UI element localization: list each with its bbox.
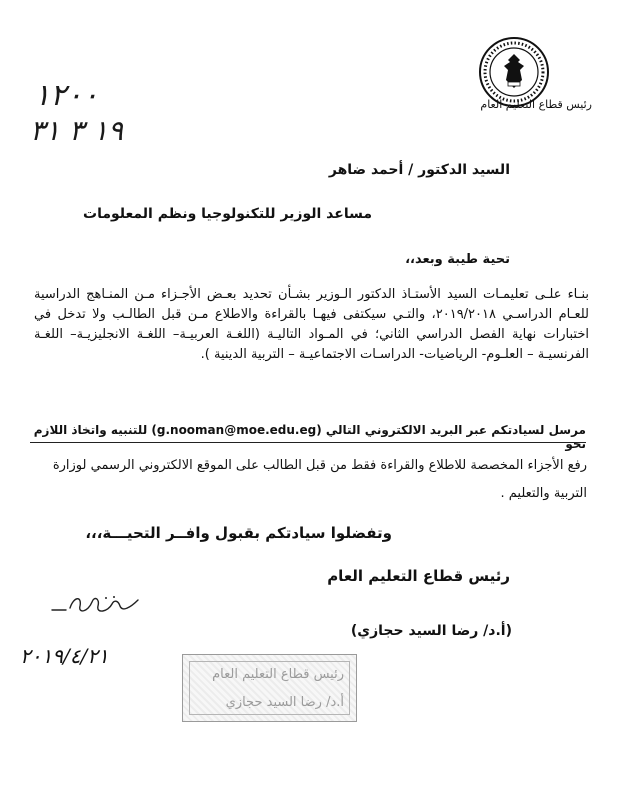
body-paragraph-1: بنـاء علـى تعليمـات السيد الأستـاذ الدكتور الـوزير بشـأن تحديد بعـض الأجـزاء مـن المنـاهج الدراسية للعـام الدراسـي ٢٠١٩/٢٠١٨، والتـي سيكتفى فيهـا بالقراءة والاطلاع مـن قبل الطالـب ولا تدخل في اختبارات نهاية الفصل الدراسي الثاني؛ في المـواد التاليـة (اللغـة العربيـة– اللغـة الانجليزيـة– اللغـة الفرنسيـة – العلـوم- الرياضيات- الدراسـات الاجتماعيـة – التربية الدينية ). — [34, 287, 589, 362]
greeting: تحية طيبة وبعد،، — [405, 252, 510, 267]
handwritten-reference-number: ١٢٠٠ — [34, 78, 99, 113]
official-stamp — [182, 654, 357, 722]
handwritten-date: ٢٠١٩/٤/٢١ — [20, 644, 109, 668]
addressee-title: مساعد الوزير للتكنولوجيا ونظم المعلومات — [83, 206, 372, 222]
handwritten-reference-date: ١٩ ٣ ٣١ — [30, 114, 124, 147]
signatory-title: رئيس قطاع التعليم العام — [327, 567, 510, 585]
closing-line: وتفضلوا سيادتكم بقبول وافــر التحيـــة،،، — [85, 524, 392, 542]
signatory-name: (أ.د/ رضا السيد حجازي) — [350, 623, 512, 639]
stamp-name-text: أ.د/ رضا السيد حجازي — [225, 695, 344, 710]
handwritten-signature — [48, 592, 144, 618]
seal-caption: رئيس قطاع التعليم العام — [480, 98, 592, 111]
stamp-title-text: رئيس قطاع التعليم العام — [212, 667, 344, 682]
email-notice-line: مرسل لسيادتكم عبر البريد الالكتروني التالي (g.nooman@moe.edu.eg) للتنبيه واتخاذ اللازم نحو — [33, 423, 586, 451]
email-underline — [30, 442, 586, 443]
addressee-line: السيد الدكتور / أحمد ضاهر — [328, 162, 510, 178]
body-paragraph-2: رفع الأجزاء المخصصة للاطلاع والقراءة فقط من قبل الطالب على الموقع الالكتروني الرسمي لوزارة التربية والتعليم . — [52, 458, 587, 501]
